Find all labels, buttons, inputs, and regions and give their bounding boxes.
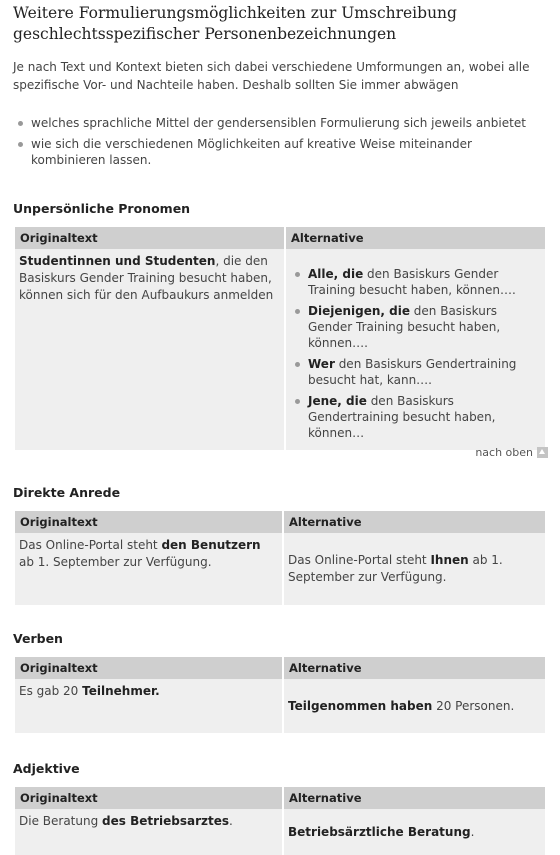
alternative-bold-text: Ihnen xyxy=(430,553,469,567)
column-header-original: Originaltext xyxy=(15,657,282,679)
alternative-text: Das Online-Portal steht xyxy=(288,553,431,567)
alternative-cell xyxy=(284,533,545,605)
alternative-bold-text: Jene, die xyxy=(308,394,367,408)
list-item: wie sich die verschiedenen Möglichkeiten auf kreative Weise miteinander kombinieren lassen. xyxy=(13,136,548,168)
verben-table xyxy=(13,657,547,733)
original-text: Das Online-Portal steht xyxy=(19,538,162,552)
list-item: welches sprachliche Mittel der gendersensiblen Formulierung sich jeweils anbietet xyxy=(13,115,548,131)
table-row xyxy=(15,249,545,450)
section-title-anrede: Direkte Anrede xyxy=(13,485,121,500)
column-header-alternative: Alternative xyxy=(284,787,545,809)
intro-bullet-list xyxy=(13,115,548,173)
original-bold-text: Teilnehmer. xyxy=(82,684,160,698)
alternative-bold-text: Teilgenommen haben xyxy=(288,698,433,713)
alternative-text: den Basiskurs Gendertraining besucht haben, können… xyxy=(308,394,496,440)
list-item xyxy=(290,356,541,388)
original-text: ab 1. September zur Verfügung. xyxy=(19,555,212,569)
back-to-top-label: nach oben xyxy=(475,446,533,459)
intro-text: Je nach Text und Kontext bieten sich dabei verschiedene Umformungen an, wobei alle spezifische Vor- und Nachteile haben. Deshalb sollten Sie immer abwägen xyxy=(13,60,530,92)
table-header-row xyxy=(15,511,545,533)
table-header-row xyxy=(15,787,545,809)
column-header-original: Originaltext xyxy=(15,511,282,533)
alternative-bold-text: Wer xyxy=(308,357,335,371)
list-item xyxy=(290,393,541,441)
column-header-original: Originaltext xyxy=(15,787,282,809)
alternative-list xyxy=(290,266,541,441)
original-text: , die den Basiskurs Gender Training besucht haben, können sich für den Aufbaukurs anmelden xyxy=(19,254,274,302)
section-title-pronomen: Unpersönliche Pronomen xyxy=(13,201,191,216)
alternative-cell xyxy=(284,809,545,855)
alternative-cell xyxy=(284,679,545,733)
alternative-text: . xyxy=(470,824,475,839)
pronomen-table xyxy=(13,227,547,450)
alternative-cell xyxy=(286,249,545,450)
back-to-top-link[interactable] xyxy=(475,446,548,459)
table-row xyxy=(15,533,545,605)
original-text: . xyxy=(229,814,233,828)
list-item xyxy=(290,303,541,351)
table-row xyxy=(15,679,545,733)
original-bold-text: des Betriebsarztes xyxy=(102,814,230,828)
original-bold-text: den Benutzern xyxy=(161,538,261,552)
section-title-verben: Verben xyxy=(13,631,63,646)
alternative-bold-text: Diejenigen, die xyxy=(308,304,410,318)
anrede-table xyxy=(13,511,547,605)
section-title-adjektive: Adjektive xyxy=(13,761,80,776)
original-text: Es gab 20 xyxy=(19,684,83,698)
original-cell xyxy=(15,809,282,855)
column-header-alternative: Alternative xyxy=(284,511,545,533)
alternative-text: den Basiskurs Gendertraining besucht hat, kann…. xyxy=(308,357,517,387)
original-cell xyxy=(15,249,284,450)
original-bold-text: Studentinnen und Studenten xyxy=(19,254,216,268)
column-header-original: Originaltext xyxy=(15,227,284,249)
page-title: Weitere Formulierungsmöglichkeiten zur Umschreibung geschlechtsspezifischer Personenbezeichnungen xyxy=(13,4,457,43)
adjektive-table xyxy=(13,787,547,855)
table-header-row xyxy=(15,227,545,249)
arrow-up-icon xyxy=(537,447,548,458)
table-row xyxy=(15,809,545,855)
alternative-bold-text: Betriebsärztliche Beratung xyxy=(288,824,471,839)
alternative-text: ab 1. September zur Verfügung. xyxy=(288,553,503,584)
list-item xyxy=(290,266,541,298)
column-header-alternative: Alternative xyxy=(284,657,545,679)
original-text: Die Beratung xyxy=(19,814,103,828)
table-header-row xyxy=(15,657,545,679)
alternative-text: den Basiskurs Gender Training besucht haben, können…. xyxy=(308,304,501,350)
original-cell xyxy=(15,679,282,733)
alternative-text: 20 Personen. xyxy=(432,698,515,713)
original-cell xyxy=(15,533,282,605)
alternative-bold-text: Alle, die xyxy=(308,267,364,281)
column-header-alternative: Alternative xyxy=(286,227,545,249)
alternative-text: den Basiskurs Gender Training besucht haben, können…. xyxy=(308,267,516,297)
